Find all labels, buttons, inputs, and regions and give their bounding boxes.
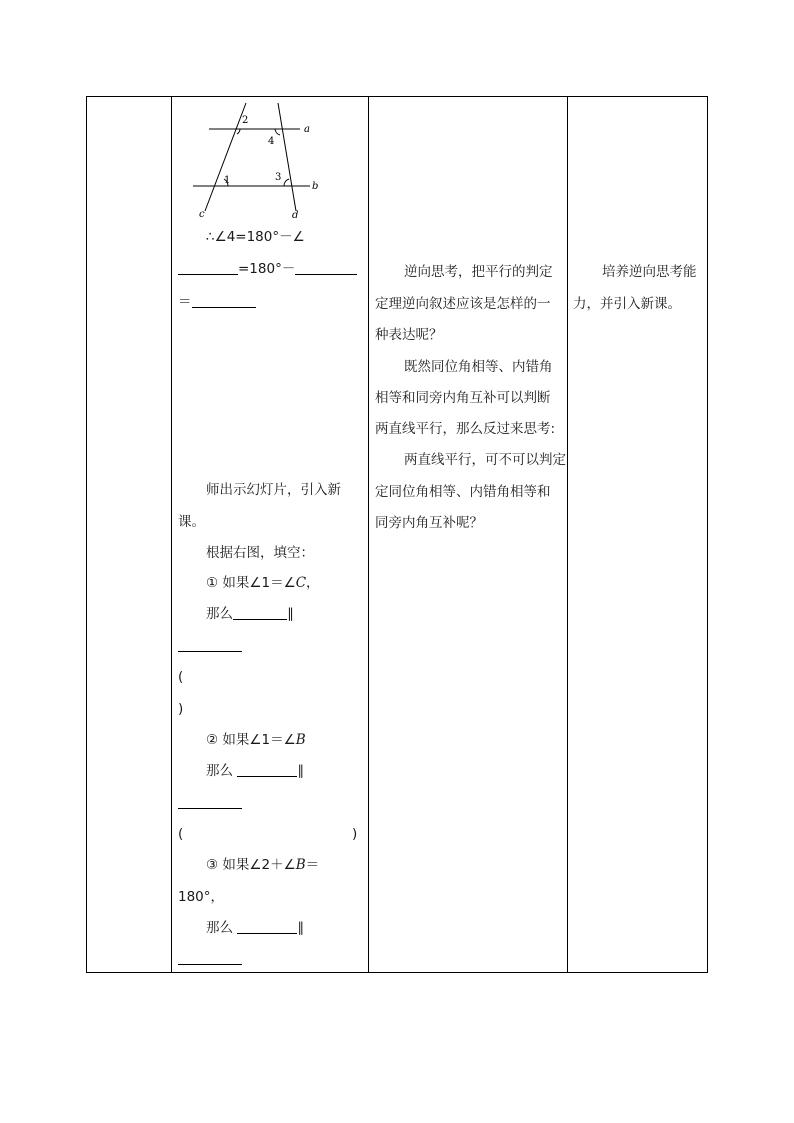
question-2: ② 如果∠1＝∠B bbox=[206, 732, 306, 748]
guidance-line: 两直线平行，可不可以判定 bbox=[404, 452, 566, 468]
guidance-line: 种表达呢？ bbox=[375, 327, 443, 343]
label-line-a: a bbox=[304, 124, 310, 135]
answer-blank[interactable] bbox=[178, 794, 242, 809]
line-c bbox=[205, 103, 249, 211]
question-2-reason-open: ( bbox=[178, 826, 184, 842]
teaching-content-cell bbox=[172, 97, 369, 973]
answer-blank[interactable] bbox=[237, 762, 297, 777]
question-2-reason-close: ) bbox=[352, 826, 358, 842]
parallel-lines-figure bbox=[172, 97, 368, 223]
intent-line: 培养逆向思考能 bbox=[602, 264, 697, 280]
question-3: ③ 如果∠2＋∠B＝ bbox=[206, 857, 320, 873]
answer-blank[interactable] bbox=[192, 293, 256, 308]
question-2-then: 那么 ∥ bbox=[206, 763, 305, 779]
answer-blank[interactable] bbox=[178, 950, 242, 965]
question-1-then: 那么 ∥ bbox=[206, 606, 294, 622]
label-angle-2: 2 bbox=[242, 115, 249, 126]
formula-line-3: ＝ bbox=[178, 293, 256, 311]
table-row bbox=[87, 97, 708, 973]
question-1-blank-line bbox=[178, 637, 242, 655]
question-1: ① 如果∠1＝∠C， bbox=[206, 575, 320, 591]
formula-line-2: =180°－ bbox=[178, 260, 357, 278]
guidance-line: 逆向思考，把平行的判定 bbox=[404, 264, 553, 280]
teacher-guidance-cell bbox=[369, 97, 568, 973]
formula-line-1: ∴∠4=180°－∠ bbox=[206, 229, 305, 245]
answer-blank[interactable] bbox=[295, 260, 357, 275]
answer-blank[interactable] bbox=[237, 919, 297, 934]
label-angle-4: 4 bbox=[268, 136, 275, 147]
guidance-line: 相等和同旁内角互补可以判断 bbox=[375, 390, 551, 406]
guidance-line: 定同位角相等、内错角相等和 bbox=[375, 484, 551, 500]
label-angle-3: 3 bbox=[275, 172, 282, 183]
answer-blank[interactable] bbox=[233, 605, 287, 620]
fill-prompt: 根据右图，填空： bbox=[206, 545, 314, 561]
label-angle-1: 1 bbox=[224, 175, 231, 186]
answer-blank[interactable] bbox=[178, 637, 242, 652]
intro-line-2: 课。 bbox=[178, 514, 205, 530]
intent-line: 力，并引入新课。 bbox=[573, 296, 681, 312]
guidance-line: 定理逆向叙述应该是怎样的一 bbox=[375, 296, 551, 312]
stage-cell bbox=[87, 97, 172, 973]
question-3-then: 那么 ∥ bbox=[206, 920, 305, 936]
label-line-b: b bbox=[312, 181, 319, 192]
angle-arc-3 bbox=[284, 179, 289, 186]
intro-line-1: 师出示幻灯片，引入新 bbox=[206, 482, 341, 498]
question-1-reason-open: ( bbox=[178, 669, 184, 685]
label-line-d: d bbox=[292, 210, 299, 221]
lesson-plan-table bbox=[86, 96, 708, 973]
question-3-cont: 180°， bbox=[178, 889, 225, 905]
guidance-line: 既然同位角相等、内错角 bbox=[404, 359, 553, 375]
question-1-reason-close: ) bbox=[178, 701, 184, 717]
question-2-blank-line bbox=[178, 794, 242, 812]
answer-blank[interactable] bbox=[178, 260, 238, 275]
angle-arc-2 bbox=[237, 129, 240, 134]
line-d bbox=[278, 103, 296, 211]
guidance-line: 两直线平行，那么反过来思考: bbox=[375, 421, 556, 437]
design-intent-cell bbox=[568, 97, 708, 973]
label-line-c: c bbox=[199, 209, 205, 220]
guidance-line: 同旁内角互补呢？ bbox=[375, 515, 483, 531]
question-3-blank-line bbox=[178, 950, 242, 968]
angle-arc-4 bbox=[275, 129, 280, 135]
